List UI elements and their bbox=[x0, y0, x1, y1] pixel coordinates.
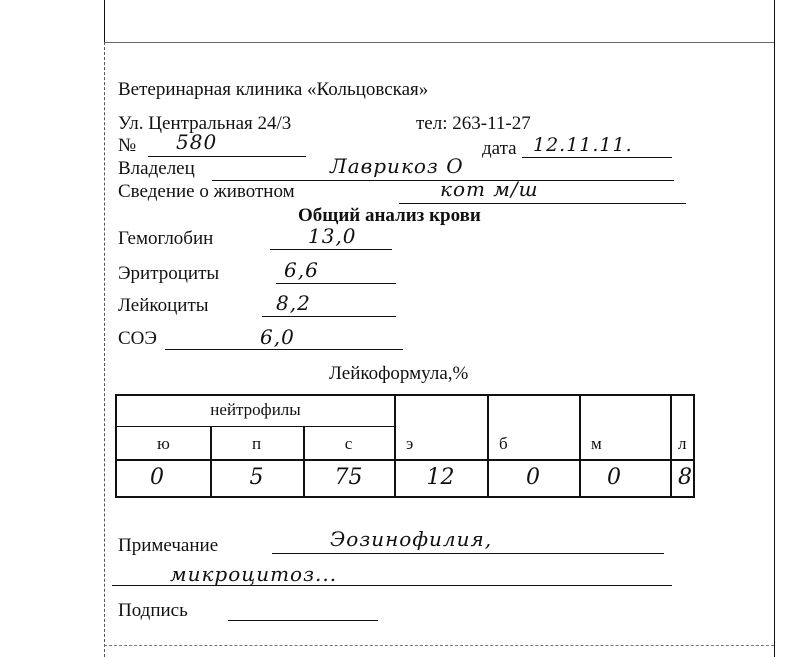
erythrocytes-label: Эритроциты bbox=[118, 263, 220, 284]
animal-underline bbox=[399, 203, 686, 204]
date-value: 12.11.11. bbox=[533, 134, 633, 156]
value-cell: 12 bbox=[426, 465, 455, 490]
hemoglobin-label: Гемоглобин bbox=[118, 228, 214, 249]
esr-underline bbox=[165, 349, 403, 350]
table-row-divider bbox=[117, 426, 394, 427]
value-cell: 0 bbox=[607, 465, 621, 490]
clinic-name: Ветеринарная клиника «Кольцовская» bbox=[118, 79, 429, 100]
erythrocytes-value: 6,6 bbox=[284, 258, 319, 282]
esr-value: 6,0 bbox=[260, 325, 295, 349]
number-underline bbox=[148, 156, 306, 157]
animal-label: Сведение о животном bbox=[118, 181, 295, 202]
date-label: дата bbox=[482, 138, 517, 159]
page-left-edge bbox=[104, 0, 105, 42]
column-header: б bbox=[499, 434, 508, 453]
animal-value: кот м/ш bbox=[440, 177, 539, 201]
column-header: э bbox=[406, 434, 414, 453]
date-underline bbox=[522, 157, 672, 158]
value-cell: 75 bbox=[334, 465, 363, 490]
notes-underline-2 bbox=[112, 585, 672, 586]
value-cell: 8 bbox=[678, 465, 692, 490]
column-header: м bbox=[591, 434, 602, 453]
signature-label: Подпись bbox=[118, 600, 188, 621]
leukoformula-table bbox=[115, 394, 695, 498]
signature-underline bbox=[228, 620, 378, 621]
esr-label: СОЭ bbox=[118, 328, 157, 349]
notes-underline-1 bbox=[272, 553, 664, 554]
clinic-phone: тел: 263-11-27 bbox=[416, 113, 531, 134]
notes-label: Примечание bbox=[118, 535, 219, 556]
clinic-address: Ул. Центральная 24/3 bbox=[118, 113, 292, 134]
column-header: л bbox=[678, 434, 687, 453]
analysis-title: Общий анализ крови bbox=[298, 205, 481, 226]
page-left-edge-lower bbox=[104, 42, 105, 657]
column-header: с bbox=[344, 434, 353, 453]
table-row-divider bbox=[117, 459, 693, 461]
number-value: 580 bbox=[176, 130, 218, 154]
notes-line2: микроцитоз... bbox=[170, 562, 338, 586]
hemoglobin-value: 13,0 bbox=[308, 224, 357, 248]
neutrophils-header: нейтрофилы bbox=[210, 400, 301, 419]
notes-line1: Эозинофилия, bbox=[330, 527, 493, 551]
page-top-fold bbox=[104, 42, 774, 43]
page-bottom-edge bbox=[104, 645, 774, 646]
column-header: ю bbox=[157, 434, 170, 453]
erythrocytes-underline bbox=[276, 283, 396, 284]
value-cell: 5 bbox=[249, 465, 264, 490]
leukocytes-underline bbox=[262, 316, 396, 317]
leukocytes-label: Лейкоциты bbox=[118, 295, 209, 316]
owner-label: Владелец bbox=[118, 158, 195, 179]
leukocytes-value: 8,2 bbox=[276, 291, 311, 315]
leukoformula-title: Лейкоформула,% bbox=[329, 363, 469, 384]
value-cell: 0 bbox=[526, 465, 540, 490]
page-right-edge bbox=[774, 0, 775, 657]
value-cell: 0 bbox=[150, 465, 164, 490]
hemoglobin-underline bbox=[270, 249, 392, 250]
number-label: № bbox=[118, 135, 137, 156]
owner-value: Лаврикоз О bbox=[330, 154, 464, 178]
column-header: п bbox=[251, 434, 262, 453]
